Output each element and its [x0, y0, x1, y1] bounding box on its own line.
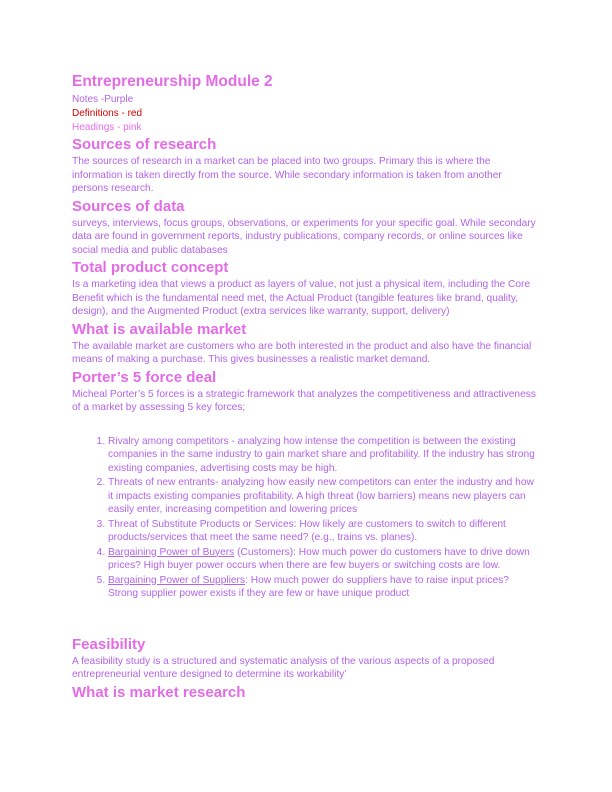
list-item-text: : How much power do suppliers have to raise input prices? Strong supplier power exists if they are few or have unique product [108, 574, 509, 599]
spacer [72, 602, 540, 634]
list-item-text: Rivalry among competitors - analyzing how intense the competition is between the existing companies in the same industry to gain market share and profitability. If the industry has strong existing companies, advertising costs may be high. [108, 435, 535, 474]
paragraph-feasibility: A feasibility study is a structured and systematic analysis of the various aspects of a proposed entrepreneurial venture designed to determine its workability’ [72, 655, 495, 680]
heading-market-research: What is market research [72, 683, 246, 701]
heading-porters-5-forces: Porter’s 5 force deal [72, 368, 217, 386]
porter-forces-list [72, 435, 540, 601]
paragraph-total-product-concept: Is a marketing idea that views a product as layers of value, not just a physical item, including the Core Benefit which is the fundamental need met, the Actual Product (tangible features like brand, quality, design), and the Augmented Product (extra services like warranty, support, delivery) [72, 279, 531, 317]
bargaining-power-suppliers-link[interactable]: Bargaining Power of Suppliers [108, 574, 246, 586]
list-item [108, 546, 540, 573]
list-item [108, 476, 540, 517]
paragraph-sources-of-research: The sources of research in a market can be placed into two groups. Primary this is where the information is taken directly from the source. While secondary information is taken from another persons research. [72, 156, 502, 194]
legend-definitions: Definitions - red [72, 108, 143, 119]
heading-total-product-concept: Total product concept [72, 259, 229, 276]
list-item [108, 435, 540, 476]
legend-notes: Notes -Purple [72, 94, 134, 105]
list-item-text: Threats of new entrants- analyzing how easily new competitors can enter the industry and how it impacts existing companies profitability. A high threat (low barriers) means new players can easily enter, increasing competition and lowering prices [108, 477, 534, 515]
list-item-text: (Customers): How much power do customers have to drive down prices? High buyer power occurs when there are few buyers or switching costs are low. [108, 546, 530, 571]
bargaining-power-buyers-link[interactable]: Bargaining Power of Buyers [108, 546, 235, 558]
list-item-text: Threat of Substitute Products or Services: How likely are customers to switch to different products/services that meet the same need? (e.g., trains vs. planes). [108, 518, 506, 543]
legend-headings: Headings - pink [72, 122, 142, 133]
heading-sources-of-data: Sources of data [72, 197, 185, 215]
paragraph-sources-of-data: surveys, interviews, focus groups, observations, or experiments for your specific goal. While secondary data are found in government reports, industry publications, company records, or online sources like social media and public databases [72, 217, 536, 256]
list-item [108, 518, 540, 545]
list-item [108, 574, 540, 601]
heading-sources-of-research: Sources of research [72, 136, 217, 153]
heading-feasibility: Feasibility [72, 635, 146, 653]
paragraph-porters-5-forces: Micheal Porter’s 5 forces is a strategic framework that analyzes the competitiveness and attractiveness of a market by assessing 5 key forces; [72, 388, 536, 413]
heading-available-market: What is available market [72, 320, 247, 338]
paragraph-available-market: The available market are customers who are both interested in the product and also have the financial means of making a purchase. This gives businesses a realistic market demand. [72, 340, 532, 365]
document-title: Entrepreneurship Module 2 [72, 73, 273, 90]
